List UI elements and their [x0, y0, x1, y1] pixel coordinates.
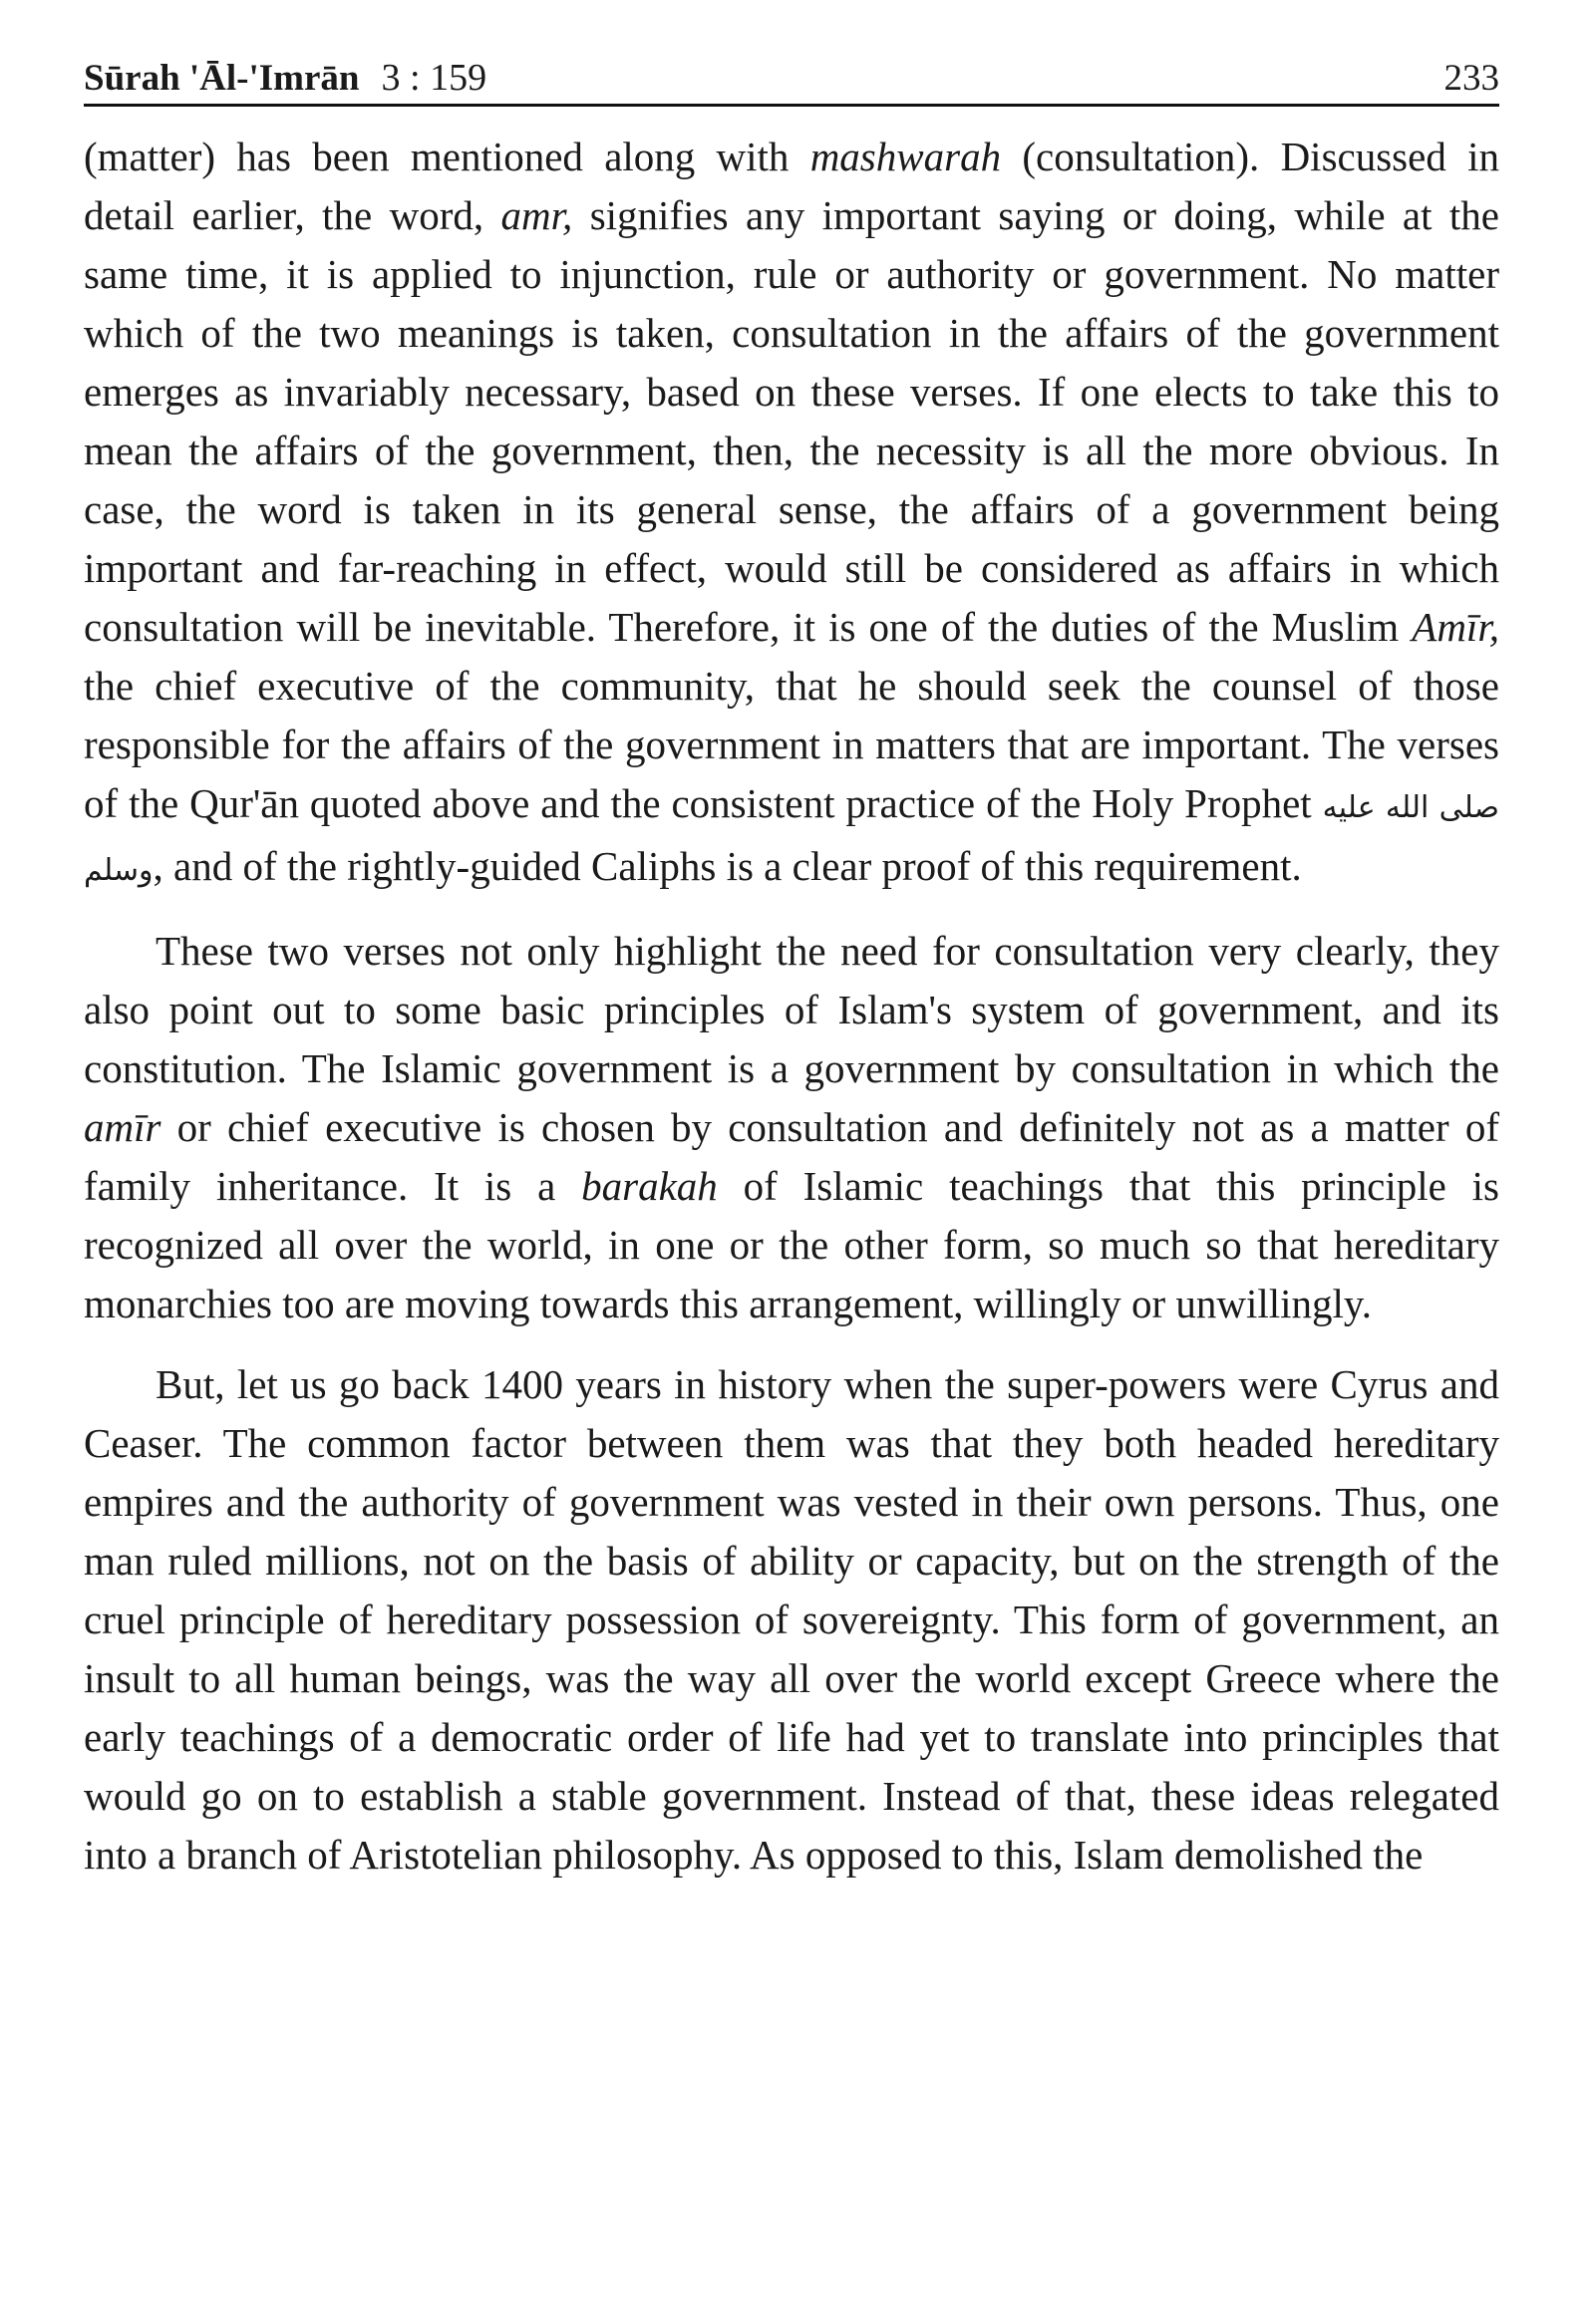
header-left	[84, 56, 486, 100]
header-divider	[84, 104, 1499, 107]
arabic-honorific: صلى الله عليه وسلم	[84, 790, 1499, 888]
text-segment: (consultation). Discussed in detail earlier, the word,	[84, 134, 1499, 238]
italic-term: barakah	[581, 1163, 718, 1209]
text-segment: signifies any important saying or doing, while at the same time, it is applied to injunction, rule or authority or government. No matter which of the two meanings is taken, consultation in the affairs of the government emerges as invariably necessary, based on these verses. If one elects to take this to mean the affairs of the government, then, the necessity is all the more obvious. In case, the word is taken in its general sense, the affairs of a government being important and far-reaching in effect, would still be considered as affairs in which consultation will be inevitable. Therefore, it is one of the duties of the Muslim	[84, 192, 1499, 650]
running-header	[84, 40, 1499, 100]
text-segment: , and of the rightly-guided Caliphs is a clear proof of this requirement.	[153, 843, 1302, 889]
page-number: 233	[1443, 58, 1499, 99]
text-segment: of Islamic teachings that this principle is recognized all over the world, in one or the other form, so much so that hereditary monarchies too are moving towards this arrangement, willingly or unwillingly.	[84, 1163, 1499, 1326]
italic-term: Amīr,	[1412, 604, 1499, 650]
surah-title: Sūrah 'Āl-'Imrān	[84, 58, 360, 99]
text-segment: But, let us go back 1400 years in history when the super-powers were Cyrus and Ceaser. The common factor between them was that they both headed hereditary empires and the authority of government was vested in their own persons. Thus, one man ruled millions, not on the basis of ability or capacity, but on the strength of the cruel principle of hereditary possession of sovereignty. This form of government, an insult to all human beings, was the way all over the world except Greece where the early teachings of a democratic order of life had yet to translate into principles that would go on to establish a stable government. Instead of that, these ideas relegated into a branch of Aristotelian philosophy. As opposed to this, Islam demolished the	[84, 1361, 1499, 1878]
text-segment: These two verses not only highlight the need for consultation very clearly, they also point out to some basic principles of Islam's system of government, and its constitution. The Islamic government is a government by consultation in which the	[84, 928, 1499, 1091]
text-segment: (matter) has been mentioned along with	[84, 134, 810, 179]
text-segment: or chief executive is chosen by consultation and definitely not as a matter of family inheritance. It is a	[84, 1104, 1499, 1209]
italic-term: amr,	[500, 192, 573, 238]
verse-reference: 3 : 159	[381, 57, 487, 99]
text-segment: the chief executive of the community, that he should seek the counsel of those responsible for the affairs of the government in matters that are important. The verses of the Qur'ān quoted above and the consistent practice of the Holy Prophet	[84, 663, 1499, 826]
italic-term: mashwarah	[809, 134, 1002, 179]
italic-term: amīr	[84, 1104, 161, 1150]
paragraph	[84, 922, 1499, 1333]
paragraph	[84, 1355, 1499, 1885]
paragraph	[84, 128, 1499, 900]
body-text	[84, 128, 1499, 1885]
